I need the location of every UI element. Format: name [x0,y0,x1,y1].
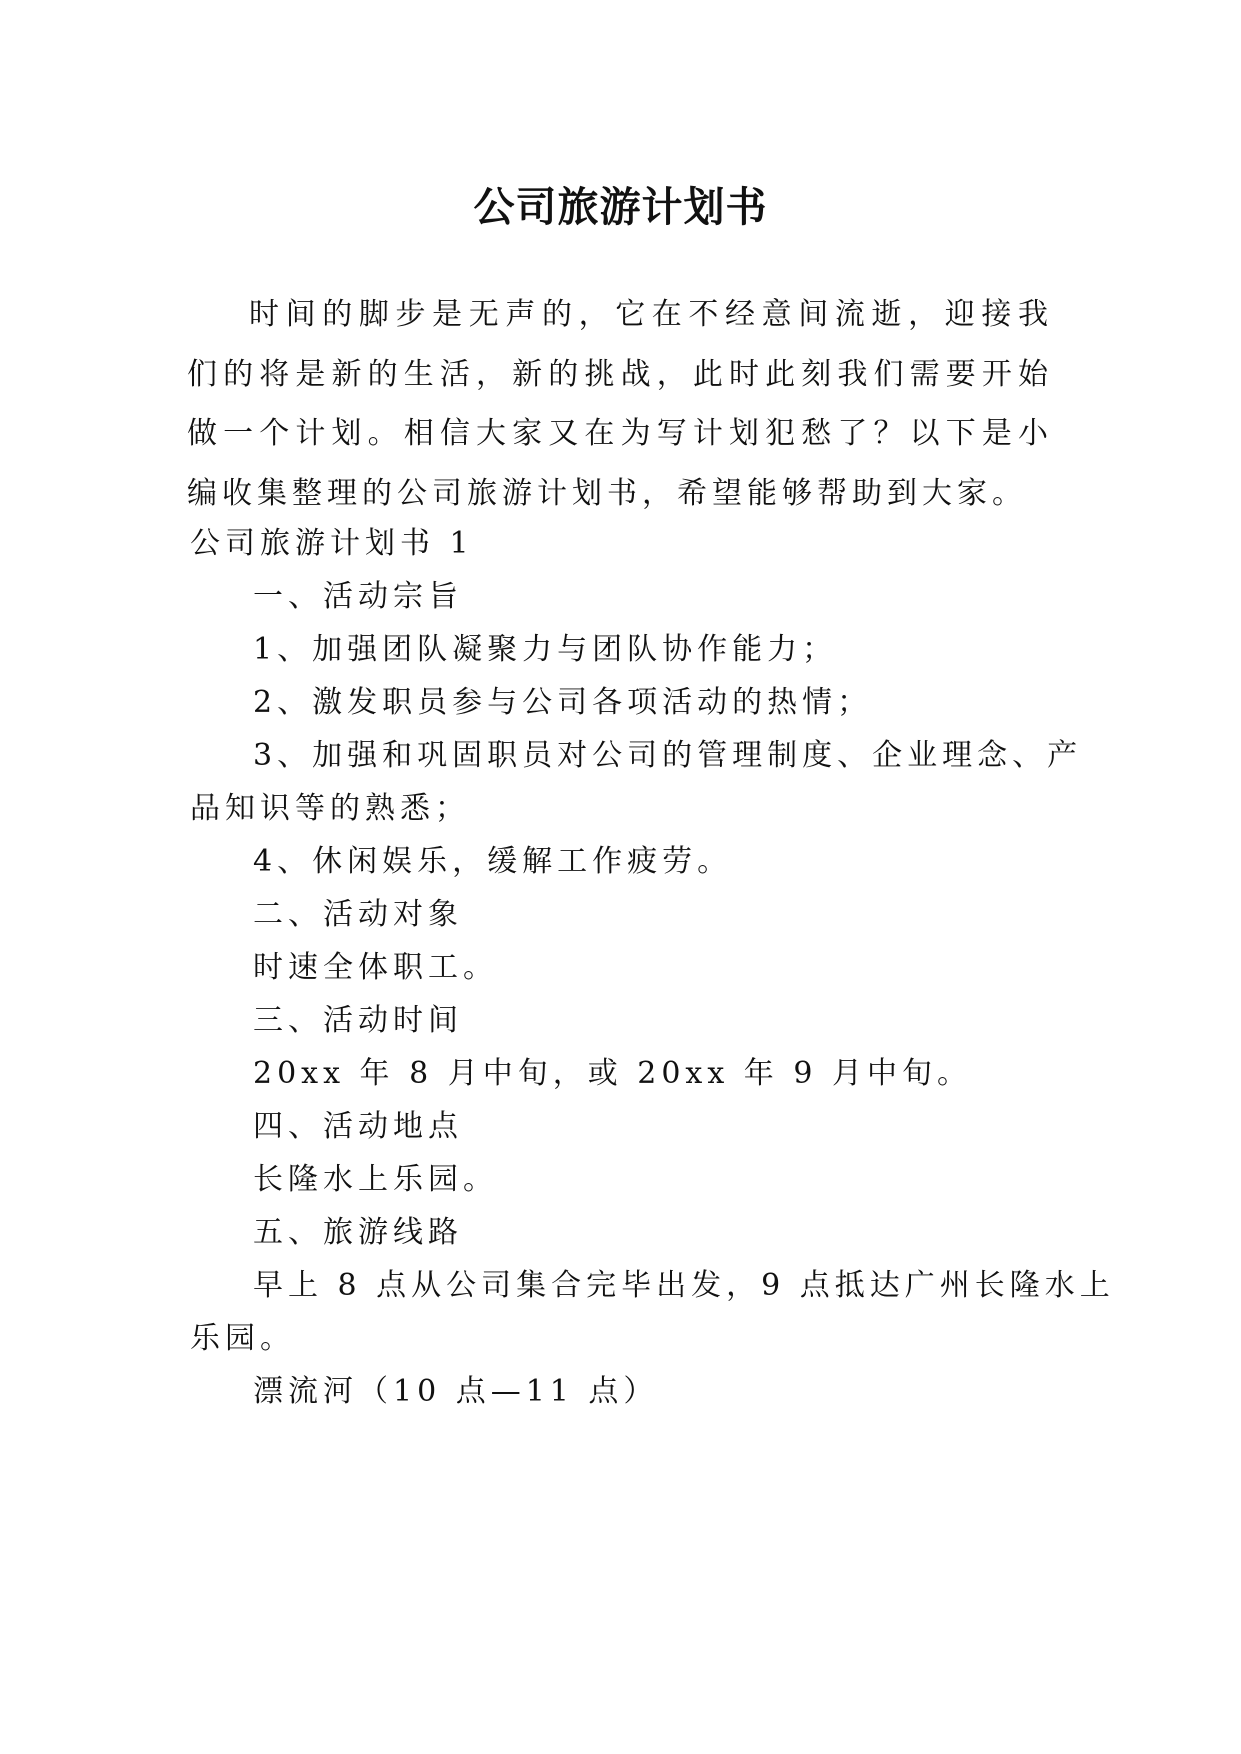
purpose-item-2: 2、激发职员参与公司各项活动的热情； [253,685,873,720]
purpose-heading: 一、活动宗旨 [253,579,463,614]
route-schedule-1: 漂流河（10 点—11 点） [253,1374,659,1409]
audience-heading: 二、活动对象 [253,897,463,932]
time-heading: 三、活动时间 [253,1003,463,1038]
route-heading: 五、旅游线路 [253,1215,463,1250]
location-text: 长隆水上乐园。 [253,1162,498,1197]
purpose-item-1: 1、加强团队凝聚力与团队协作能力； [253,632,838,667]
time-text: 20xx 年 8 月中旬，或 20xx 年 9 月中旬。 [253,1056,972,1091]
section-title: 公司旅游计划书 1 [190,526,474,561]
purpose-item-3-line-1: 3、加强和巩固职员对公司的管理制度、企业理念、产 [253,738,1083,773]
purpose-item-4: 4、休闲娱乐，缓解工作疲劳。 [253,844,733,879]
intro-paragraph: 时间的脚步是无声的，它在不经意间流逝，迎接我们的将是新的生活，新的挑战，此时此刻我们需要开始做一个计划。相信大家又在为写计划犯愁了？以下是小编收集整理的公司旅游计划书，希望能够帮助到大家。 [187,297,1053,511]
purpose-item-3-line-2: 品知识等的熟悉； [190,791,470,826]
location-heading: 四、活动地点 [253,1109,463,1144]
audience-text: 时速全体职工。 [253,950,498,985]
route-text-line-2: 乐园。 [190,1321,295,1356]
route-text-line-1: 早上 8 点从公司集合完毕出发，9 点抵达广州长隆水上 [253,1268,1115,1303]
document-title: 公司旅游计划书 [473,183,768,232]
